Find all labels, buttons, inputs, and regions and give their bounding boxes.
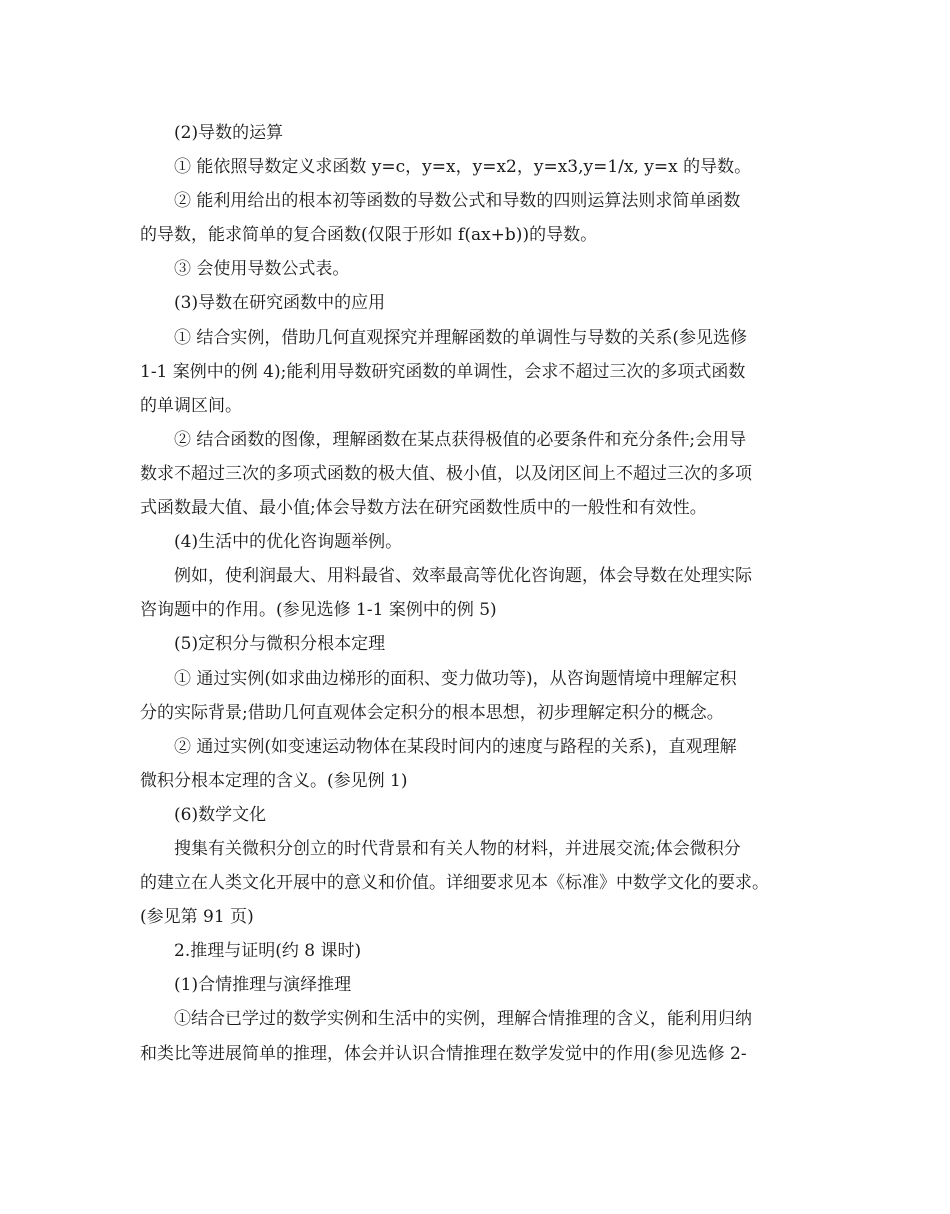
paragraph-line: ② 能利用给出的根本初等函数的导数公式和导数的四则运算法则求简单函数 <box>174 191 741 212</box>
paragraph-line: 式函数最大值、最小值;体会导数方法在研究函数性质中的一般性和有效性。 <box>140 498 707 519</box>
paragraph-line: 分的实际背景;借助几何直观体会定积分的根本思想，初步理解定积分的概念。 <box>140 702 724 723</box>
section-heading-math-culture: (6)数学文化 <box>174 804 267 825</box>
paragraph-line: 微积分根本定理的含义。(参见例 1) <box>140 770 408 791</box>
section-heading-derivative-operations: (2)导数的运算 <box>174 123 284 143</box>
paragraph-line: 和类比等进展简单的推理，体会并认识合情推理在数学发觉中的作用(参见选修 2- <box>140 1043 747 1064</box>
paragraph-line: ② 通过实例(如变速运动物体在某段时间内的速度与路程的关系)，直观理解 <box>174 736 737 757</box>
section-heading-optimization: (4)生活中的优化咨询题举例。 <box>174 532 403 553</box>
paragraph-line: ③ 会使用导数公式表。 <box>174 259 350 280</box>
paragraph-line: ①结合已学过的数学实例和生活中的实例，理解合情推理的含义，能利用归纳 <box>174 1009 752 1030</box>
section-heading-definite-integral: (5)定积分与微积分根本定理 <box>174 634 386 655</box>
section-heading-derivative-applications: (3)导数在研究函数中的应用 <box>174 293 386 314</box>
document-body <box>140 116 820 1071</box>
paragraph-line: ① 能依照导数定义求函数 y=c，y=x，y=x2，y=x3,y=1/x, y=x 的导数。 <box>174 157 752 178</box>
paragraph-line: 的导数，能求简单的复合函数(仅限于形如 f(ax+b))的导数。 <box>140 225 598 246</box>
paragraph-line: 1-1 案例中的例 4);能利用导数研究函数的单调性，会求不超过三次的多项式函数 <box>140 361 746 382</box>
paragraph-line: 例如，使利润最大、用料最省、效率最高等优化咨询题，体会导数在处理实际 <box>174 566 752 587</box>
paragraph-line: 搜集有关微积分创立的时代背景和有关人物的材料，并进展交流;体会微积分 <box>174 838 741 859</box>
paragraph-line: 数求不超过三次的多项式函数的极大值、极小值，以及闭区间上不超过三次的多项 <box>140 463 752 484</box>
section-heading-reasoning-proof: 2.推理与证明(约 8 课时) <box>174 941 362 962</box>
paragraph-line: (参见第 91 页) <box>140 907 254 928</box>
paragraph-line: ① 通过实例(如求曲边梯形的面积、变力做功等)，从咨询题情境中理解定积 <box>174 668 737 689</box>
paragraph-line: ② 结合函数的图像，理解函数在某点获得极值的必要条件和充分条件;会用导 <box>174 429 747 450</box>
paragraph-line: 咨询题中的作用。(参见选修 1-1 案例中的例 5) <box>140 600 497 621</box>
paragraph-line: ① 结合实例，借助几何直观探究并理解函数的单调性与导数的关系(参见选修 <box>174 327 748 348</box>
section-heading-plausible-reasoning: (1)合情推理与演绎推理 <box>174 975 352 996</box>
paragraph-line: 的单调区间。 <box>140 395 242 416</box>
paragraph-line: 的建立在人类文化开展中的意义和价值。详细要求见本《标准》中数学文化的要求。 <box>140 873 769 894</box>
